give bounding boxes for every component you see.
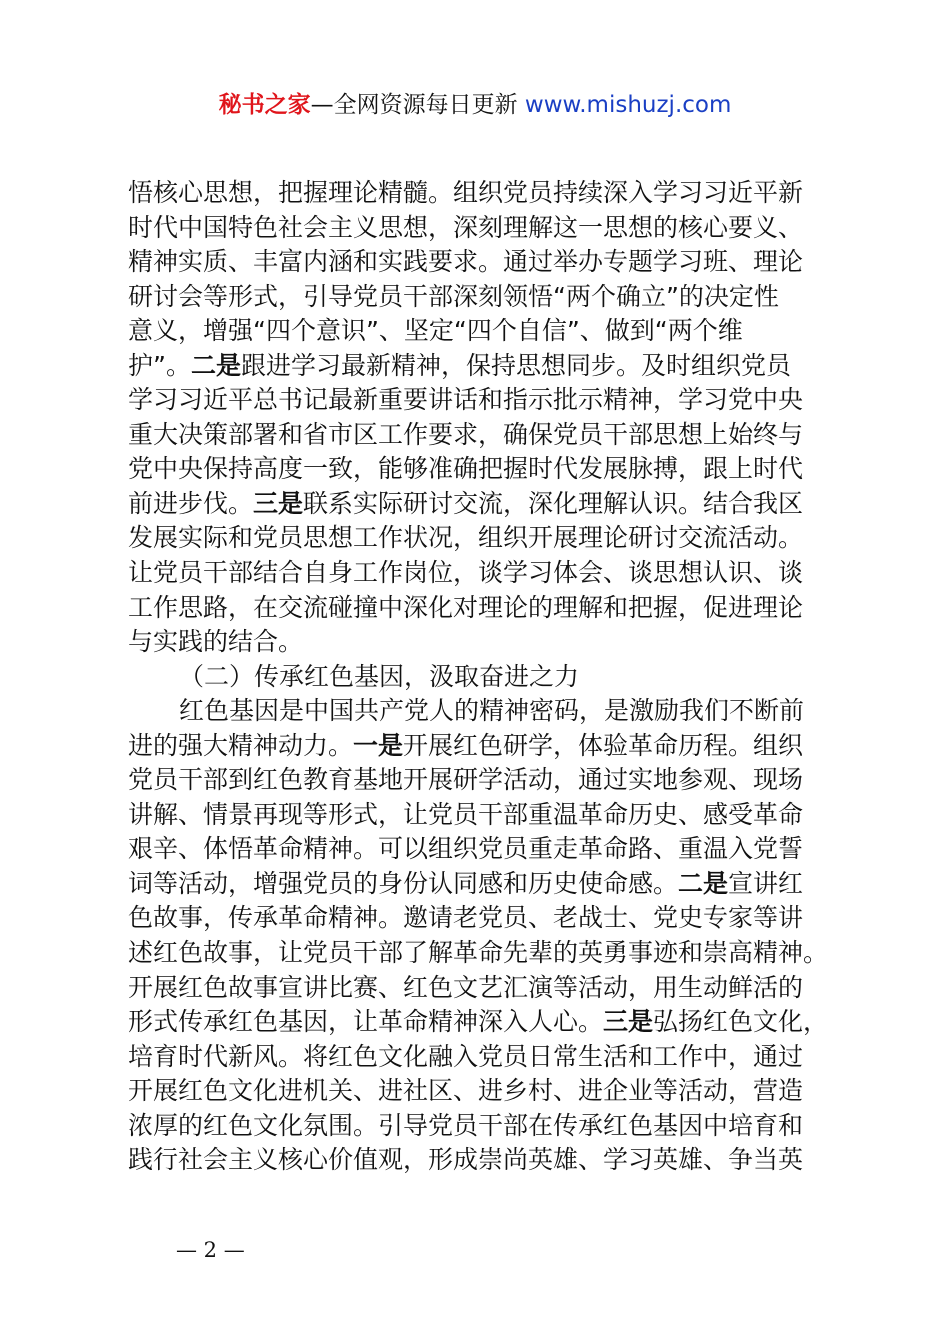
text-segment: 跟进学习最新精神，保持思想同步。及时组织党员: [240, 350, 791, 380]
site-url-link[interactable]: www.mishuzj.com: [524, 92, 732, 118]
text-line: [128, 349, 833, 384]
text-line: [128, 1074, 833, 1109]
text-segment: 悟核心思想，把握理论精髓。组织党员持续深入学习习近平新: [128, 178, 804, 207]
text-line: [128, 521, 833, 556]
text-segment: （二）传承红色基因，汲取奋进之力: [179, 661, 580, 691]
text-segment: 意义，增强“四个意识”、坚定“四个自信”、做到“两个维: [128, 316, 743, 346]
text-line: [128, 383, 833, 418]
text-segment: 词等活动，增强党员的身份认同感和历史使命感。: [128, 868, 679, 898]
text-segment: 形式传承红色基因，让革命精神深入人心。: [128, 1007, 604, 1037]
text-line: [128, 487, 833, 522]
text-line: [128, 1005, 833, 1040]
text-line: [128, 418, 833, 453]
text-segment: 研讨会等形式，引导党员干部深刻领悟“两个确立”的决定性: [128, 281, 779, 311]
text-line: [128, 314, 833, 349]
text-segment: 让党员干部结合自身工作岗位，谈学习体会、谈思想认识、谈: [128, 558, 804, 588]
text-segment: 培育时代新风。将红色文化融入党员日常生活和工作中，通过: [128, 1041, 804, 1071]
text-segment: 学习习近平总书记最新重要讲话和指示批示精神，学习党中央: [128, 385, 804, 415]
text-segment: 重大决策部署和省市区工作要求，确保党员干部思想上始终与: [128, 419, 804, 449]
text-segment: 与实践的结合。: [128, 627, 304, 657]
text-segment: 前进步伐。: [128, 488, 254, 518]
text-line: [128, 798, 833, 833]
document-body: [128, 176, 833, 1178]
text-segment: 精神实质、丰富内涵和实践要求。通过举办专题学习班、理论: [128, 247, 804, 277]
text-segment: 践行社会主义核心价值观，形成崇尚英雄、学习英雄、争当英: [128, 1145, 804, 1175]
text-segment: 色故事，传承革命精神。邀请老党员、老战士、党史专家等讲: [128, 903, 804, 933]
text-segment: 宣讲红: [728, 868, 804, 898]
text-line: [128, 176, 833, 211]
text-line: [128, 556, 833, 591]
text-line: [128, 452, 833, 487]
text-segment: 红色基因是中国共产党人的精神密码，是激励我们不断前: [179, 696, 805, 726]
text-line: [128, 245, 833, 280]
site-brand: 秘书之家: [218, 92, 311, 118]
text-segment: 开展红色文化进机关、进社区、进乡村、进企业等活动，营造: [128, 1076, 804, 1106]
page-number: — 2 —: [176, 1238, 245, 1262]
text-segment: 进的强大精神动力。: [128, 730, 354, 760]
text-segment: 艰辛、体悟革命精神。可以组织党员重走革命路、重温入党誓: [128, 834, 804, 864]
text-segment: 述红色故事，让党员干部了解革命先辈的英勇事迹和崇高精神。: [128, 938, 829, 968]
text-line: [128, 694, 833, 729]
text-line: [128, 763, 833, 798]
text-line: [128, 901, 833, 936]
site-header: [0, 88, 950, 122]
text-line: [128, 1109, 833, 1144]
text-line: [128, 971, 833, 1006]
text-line: [128, 832, 833, 867]
text-segment: 党员干部到红色教育基地开展研学活动，通过实地参观、现场: [128, 765, 804, 795]
text-line: [128, 591, 833, 626]
text-line: [128, 936, 833, 971]
text-segment: 时代中国特色社会主义思想，深刻理解这一思想的核心要义、: [128, 212, 804, 242]
text-line: [128, 211, 833, 246]
text-segment: 党中央保持高度一致，能够准确把握时代发展脉搏，跟上时代: [128, 454, 804, 484]
emphasis-text: 三是: [253, 488, 304, 518]
emphasis-text: 三是: [603, 1007, 654, 1037]
emphasis-text: 一是: [353, 730, 404, 760]
text-line: [128, 867, 833, 902]
text-line: [128, 1040, 833, 1075]
text-segment: 发展实际和党员思想工作状况，组织开展理论研讨交流活动。: [128, 523, 804, 553]
emphasis-text: 二是: [678, 868, 729, 898]
text-segment: 讲解、情景再现等形式，让党员干部重温革命历史、感受革命: [128, 799, 804, 829]
text-segment: 护”。: [128, 350, 191, 380]
text-segment: 工作思路，在交流碰撞中深化对理论的理解和把握，促进理论: [128, 592, 804, 622]
text-line: [128, 625, 833, 660]
site-tagline: —全网资源每日更新: [310, 92, 525, 118]
text-segment: 弘扬红色文化，: [653, 1007, 829, 1037]
text-line: [128, 729, 833, 764]
text-segment: 联系实际研讨交流，深化理解认识。结合我区: [303, 488, 804, 518]
text-line: [128, 1143, 833, 1178]
text-segment: 开展红色研学，体验革命历程。组织: [403, 730, 804, 760]
text-segment: 浓厚的红色文化氛围。引导党员干部在传承红色基因中培育和: [128, 1110, 804, 1140]
text-line: [128, 660, 833, 695]
text-line: [128, 280, 833, 315]
emphasis-text: 二是: [190, 350, 241, 380]
text-segment: 开展红色故事宣讲比赛、红色文艺汇演等活动，用生动鲜活的: [128, 972, 804, 1002]
